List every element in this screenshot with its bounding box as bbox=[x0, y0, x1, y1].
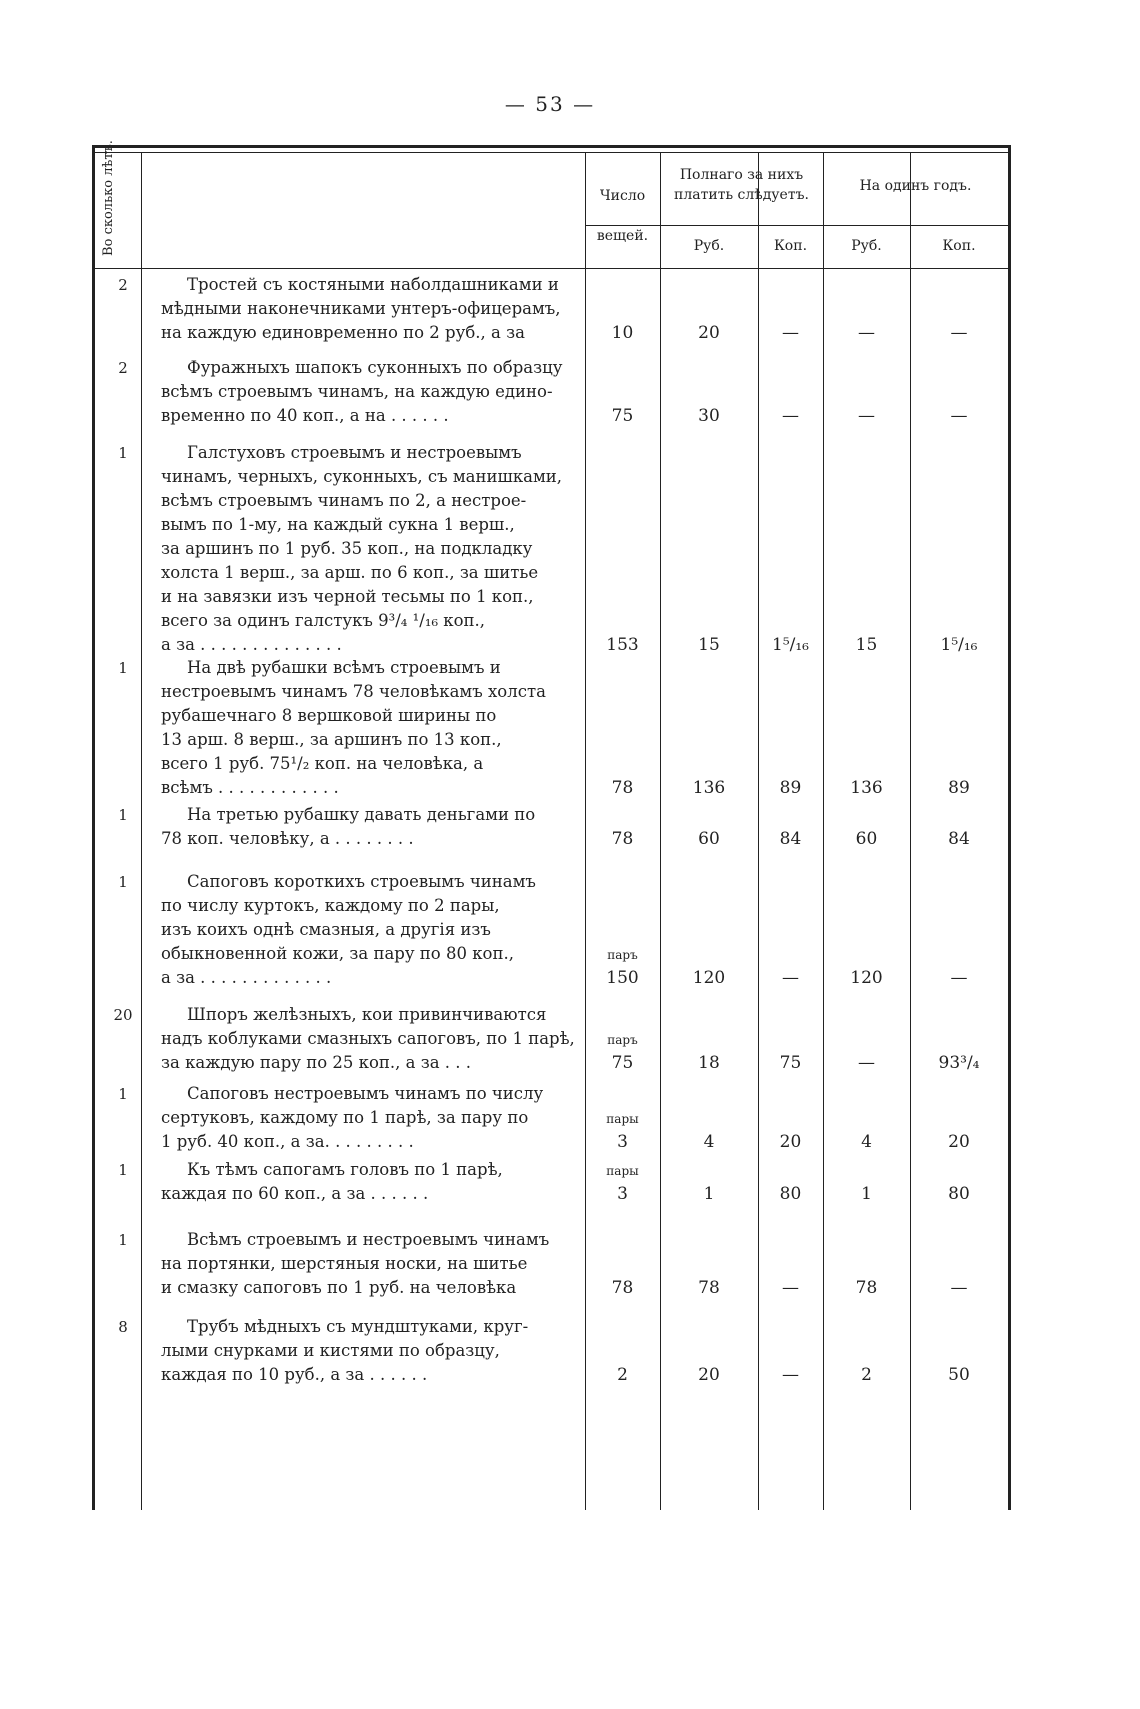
description-line: обыкновенной кожи, за пару по 80 коп., bbox=[161, 944, 514, 963]
row-years: 2 bbox=[118, 359, 128, 377]
row-year-kop: 84 bbox=[948, 829, 970, 849]
row-full-rub: 18 bbox=[698, 1053, 720, 1073]
row-year-kop: — bbox=[950, 1278, 968, 1298]
description-line: на портянки, шерстяныя носки, на шитье bbox=[161, 1254, 528, 1273]
row-count: 3 bbox=[617, 1184, 628, 1204]
row-full-kop: 75 bbox=[779, 1053, 802, 1073]
row-years: 1 bbox=[118, 873, 128, 891]
row-years: 1 bbox=[118, 1085, 128, 1103]
header-rule bbox=[95, 268, 1008, 269]
description-line: всего за одинъ галстукъ 9³/₄ ¹/₁₆ коп., bbox=[161, 611, 486, 630]
row-year-kop: — bbox=[950, 323, 968, 343]
row-full-kop: — bbox=[782, 323, 799, 343]
row-full-kop: — bbox=[782, 1278, 799, 1298]
description-line: нестроевымъ чинамъ 78 человѣкамъ холста bbox=[161, 682, 546, 701]
row-full-rub: 78 bbox=[698, 1278, 720, 1298]
row-count: 150 bbox=[606, 968, 639, 988]
row-count: 153 bbox=[606, 635, 639, 655]
row-count: 78 bbox=[611, 778, 634, 798]
row-years: 1 bbox=[118, 1231, 128, 1249]
row-full-kop: — bbox=[782, 968, 799, 988]
header-full-2: платить слѣдуетъ. bbox=[674, 187, 809, 203]
row-full-rub: 20 bbox=[698, 1365, 720, 1385]
page-number: — 53 — bbox=[504, 92, 596, 116]
row-years: 1 bbox=[118, 1161, 128, 1179]
description-line: по числу куртокъ, каждому по 2 пары, bbox=[161, 896, 500, 915]
row-full-kop: — bbox=[782, 406, 799, 426]
description-line: временно по 40 коп., а на . . . . . . bbox=[161, 406, 449, 425]
row-year-kop: 50 bbox=[948, 1365, 970, 1385]
row-year-rub: 4 bbox=[861, 1132, 872, 1152]
description-line: каждая по 10 руб., а за . . . . . . bbox=[161, 1365, 428, 1384]
row-year-rub: — bbox=[858, 1053, 875, 1073]
description-line: сертуковъ, каждому по 1 парѣ, за пару по bbox=[161, 1108, 529, 1127]
description-line: Къ тѣмъ сапогамъ головъ по 1 парѣ, bbox=[187, 1160, 503, 1179]
row-year-rub: 60 bbox=[855, 829, 878, 849]
row-count: 75 bbox=[611, 406, 634, 426]
row-full-rub: 120 bbox=[692, 968, 726, 988]
description-line: всѣмъ строевымъ чинамъ, на каждую едино- bbox=[161, 382, 553, 401]
description-line: 78 коп. человѣку, а . . . . . . . . bbox=[161, 829, 414, 848]
header-full-1: Полнаго за нихъ bbox=[679, 167, 804, 183]
row-years: 1 bbox=[118, 659, 128, 677]
row-years: 8 bbox=[118, 1318, 128, 1336]
description-line: На третью рубашку давать деньгами по bbox=[187, 805, 536, 824]
row-count: 75 bbox=[611, 1053, 634, 1073]
description-line: Фуражныхъ шапокъ суконныхъ по образцу bbox=[187, 358, 563, 377]
description-line: всѣмъ . . . . . . . . . . . . bbox=[161, 778, 339, 797]
row-unit: паръ bbox=[607, 948, 638, 962]
description-line: вымъ по 1-му, на каждый сукна 1 верш., bbox=[161, 515, 515, 534]
description-line: а за . . . . . . . . . . . . . . bbox=[161, 635, 342, 654]
row-full-rub: 4 bbox=[703, 1132, 715, 1152]
description-line: 13 арш. 8 верш., за аршинъ по 13 коп., bbox=[161, 730, 502, 749]
description-line: 1 руб. 40 коп., а за. . . . . . . . . bbox=[161, 1132, 414, 1151]
description-line: изъ коихъ однѣ смазныя, а другія изъ bbox=[161, 920, 491, 939]
row-count: 78 bbox=[611, 1278, 634, 1298]
description-line: Всѣмъ строевымъ и нестроевымъ чинамъ bbox=[187, 1230, 550, 1249]
header-full-rub: Руб. bbox=[693, 238, 725, 254]
description-line: всѣмъ строевымъ чинамъ по 2, а нестрое- bbox=[161, 491, 527, 510]
description-line: холста 1 верш., за арш. по 6 коп., за шитье bbox=[161, 563, 539, 582]
description-line: и на завязки изъ черной тесьмы по 1 коп., bbox=[161, 587, 534, 606]
row-year-kop: 1⁵/₁₆ bbox=[940, 635, 978, 655]
description-line: рубашечнаго 8 вершковой ширины по bbox=[161, 706, 497, 725]
description-line: каждая по 60 коп., а за . . . . . . bbox=[161, 1184, 429, 1203]
row-year-rub: 78 bbox=[855, 1278, 878, 1298]
row-full-kop: 80 bbox=[779, 1184, 802, 1204]
description-line: и смазку сапоговъ по 1 руб. на человѣка bbox=[161, 1278, 517, 1297]
row-year-kop: 20 bbox=[948, 1132, 970, 1152]
row-year-rub: 120 bbox=[850, 968, 883, 988]
row-years: 20 bbox=[113, 1006, 133, 1024]
row-full-rub: 136 bbox=[692, 778, 726, 798]
description-line: за каждую пару по 25 коп., а за . . . bbox=[161, 1053, 472, 1072]
row-year-rub: 15 bbox=[855, 635, 878, 655]
row-full-rub: 1 bbox=[703, 1184, 715, 1204]
row-count: 10 bbox=[611, 323, 634, 343]
row-full-rub: 20 bbox=[698, 323, 720, 343]
row-year-kop: — bbox=[950, 968, 968, 988]
description-line: а за . . . . . . . . . . . . . bbox=[161, 968, 332, 987]
row-full-kop: 20 bbox=[779, 1132, 802, 1152]
description-line: Сапоговъ короткихъ строевымъ чинамъ bbox=[187, 872, 536, 891]
row-count: 3 bbox=[617, 1132, 628, 1152]
row-year-kop: 93³/₄ bbox=[938, 1053, 980, 1073]
header-full-kop: Коп. bbox=[773, 238, 808, 254]
description-line: На двѣ рубашки всѣмъ строевымъ и bbox=[187, 658, 501, 677]
row-unit: пары bbox=[606, 1164, 639, 1178]
description-line: всего 1 руб. 75¹/₂ коп. на человѣка, а bbox=[161, 754, 484, 773]
row-full-rub: 15 bbox=[698, 635, 720, 655]
row-full-kop: 84 bbox=[779, 829, 802, 849]
row-year-kop: 80 bbox=[948, 1184, 970, 1204]
description-line: за аршинъ по 1 руб. 35 коп., на подкладку bbox=[161, 539, 533, 558]
ledger-table bbox=[92, 140, 1011, 1510]
description-line: чинамъ, черныхъ, суконныхъ, съ манишками, bbox=[161, 467, 563, 486]
row-full-rub: 30 bbox=[698, 406, 720, 426]
row-year-rub: 2 bbox=[861, 1365, 872, 1385]
row-year-rub: — bbox=[858, 406, 875, 426]
row-years: 1 bbox=[118, 806, 128, 824]
row-full-kop: 1⁵/₁₆ bbox=[772, 635, 809, 655]
row-unit: паръ bbox=[607, 1033, 638, 1047]
row-years: 1 bbox=[118, 444, 128, 462]
row-year-kop: — bbox=[950, 406, 968, 426]
row-years: 2 bbox=[118, 276, 128, 294]
header-year-rub: Руб. bbox=[851, 238, 882, 254]
header-count-1: Число bbox=[599, 188, 646, 204]
description-line: Тростей съ костяными наболдашниками и bbox=[187, 275, 559, 294]
description-line: Шпоръ желѣзныхъ, кои привинчиваются bbox=[187, 1005, 547, 1024]
row-count: 2 bbox=[617, 1365, 628, 1385]
description-line: на каждую единовременно по 2 руб., а за bbox=[161, 323, 525, 342]
header-years: Во сколько лѣтъ. bbox=[101, 140, 116, 256]
description-line: Галстуховъ строевымъ и нестроевымъ bbox=[187, 443, 522, 462]
row-year-kop: 89 bbox=[948, 778, 970, 798]
row-full-rub: 60 bbox=[698, 829, 720, 849]
description-line: Сапоговъ нестроевымъ чинамъ по числу bbox=[187, 1084, 544, 1103]
row-year-rub: 1 bbox=[861, 1184, 872, 1204]
row-unit: пары bbox=[606, 1112, 639, 1126]
col-rule bbox=[141, 152, 142, 1510]
header-count-2: вещей. bbox=[596, 228, 649, 244]
description-line: мѣдными наконечниками унтеръ-офицерамъ, bbox=[161, 299, 561, 318]
header-year-kop: Коп. bbox=[942, 238, 976, 254]
description-line: надъ коблуками смазныхъ сапоговъ, по 1 парѣ, bbox=[161, 1029, 575, 1048]
description-line: Трубъ мѣдныхъ съ мундштуками, круг- bbox=[187, 1317, 529, 1336]
row-full-kop: — bbox=[782, 1365, 799, 1385]
description-line: лыми снурками и кистями по образцу, bbox=[161, 1341, 500, 1360]
row-count: 78 bbox=[611, 829, 634, 849]
row-year-rub: — bbox=[858, 323, 875, 343]
header-year: На одинъ годъ. bbox=[859, 178, 972, 194]
row-full-kop: 89 bbox=[779, 778, 802, 798]
row-year-rub: 136 bbox=[850, 778, 883, 798]
row-description bbox=[161, 441, 671, 657]
